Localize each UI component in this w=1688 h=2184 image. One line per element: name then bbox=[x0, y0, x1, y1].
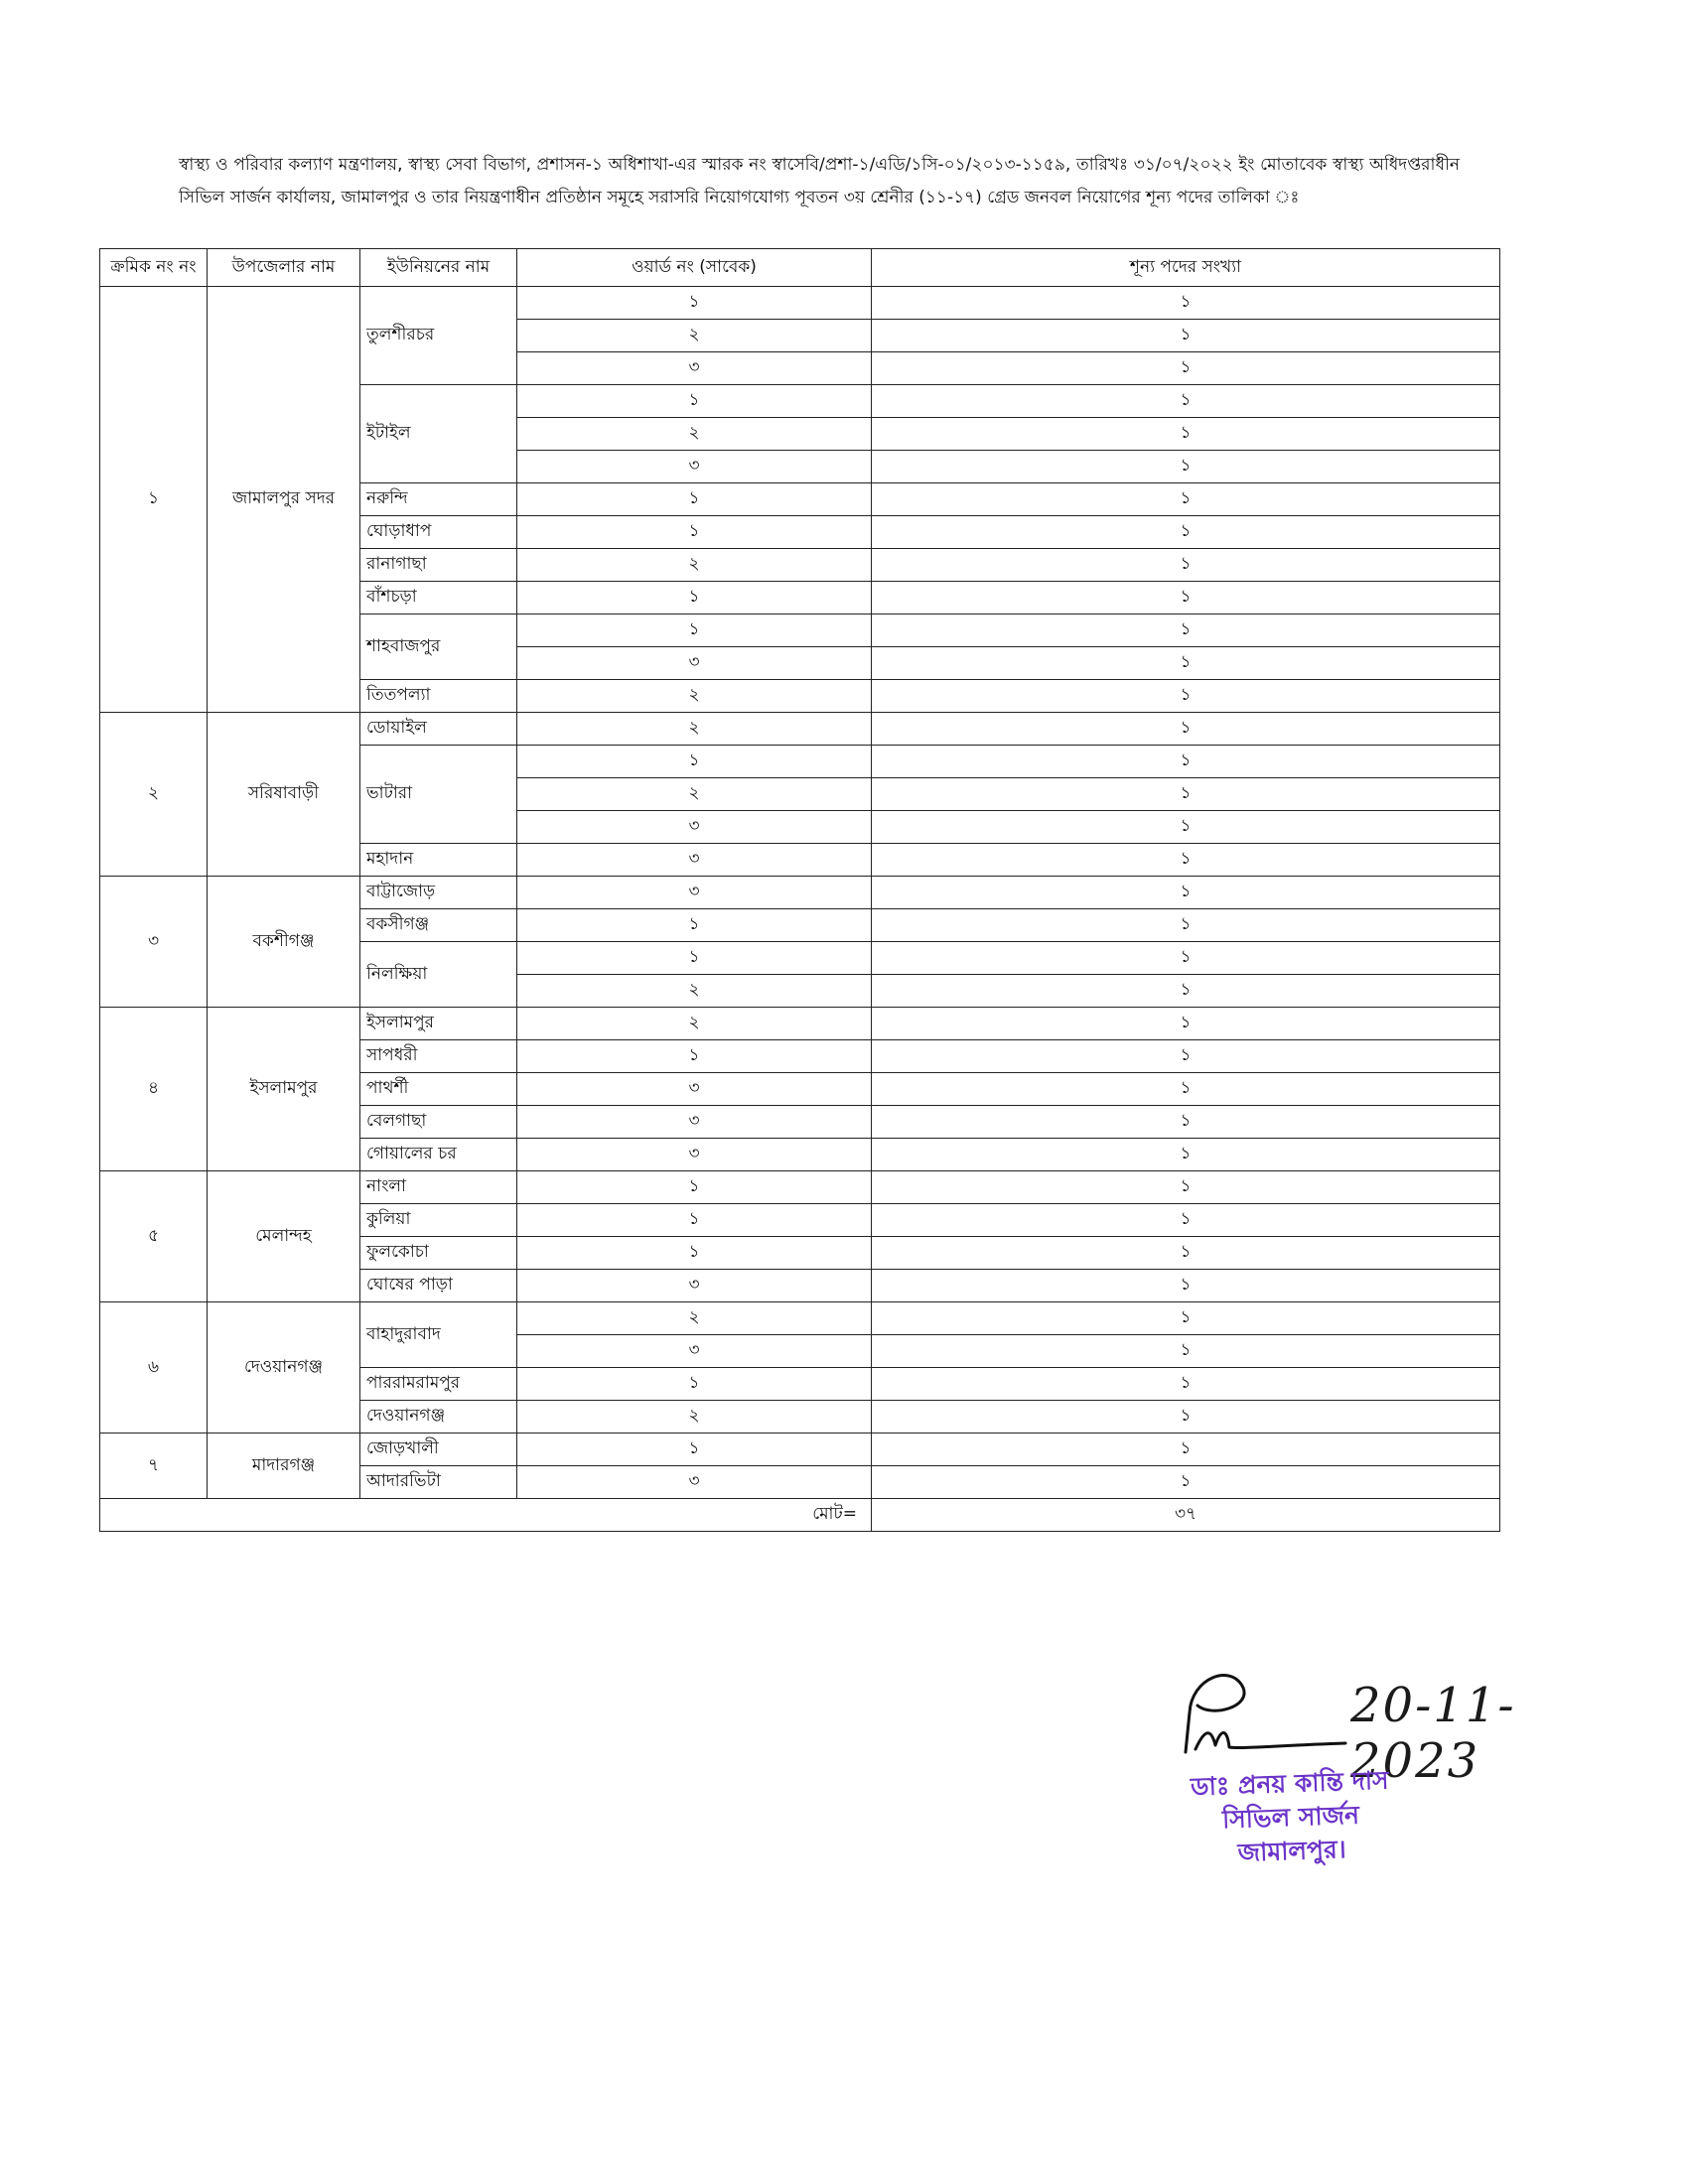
ward-cell: ১ bbox=[517, 1171, 872, 1204]
serial-cell: ১ bbox=[100, 287, 208, 713]
ward-cell: ১ bbox=[517, 1040, 872, 1073]
vacancy-count-cell: ১ bbox=[872, 942, 1500, 975]
ward-cell: ২ bbox=[517, 975, 872, 1008]
table-row bbox=[100, 877, 1500, 909]
vacancy-count-cell: ১ bbox=[872, 844, 1500, 877]
union-cell: তিতপল্যা bbox=[360, 680, 517, 713]
signature-date: 20-11-2023 bbox=[1350, 1678, 1516, 1789]
vacancy-count-cell: ১ bbox=[872, 1008, 1500, 1040]
upazila-cell: মেলান্দহ bbox=[208, 1171, 360, 1302]
vacancy-count-cell: ১ bbox=[872, 647, 1500, 680]
vacancy-count-cell: ১ bbox=[872, 909, 1500, 942]
union-cell: মহাদান bbox=[360, 844, 517, 877]
union-cell: নাংলা bbox=[360, 1171, 517, 1204]
vacancy-count-cell: ১ bbox=[872, 1466, 1500, 1499]
vacancy-count-cell: ১ bbox=[872, 1270, 1500, 1302]
vacancy-count-cell: ১ bbox=[872, 1073, 1500, 1106]
ward-cell: ৩ bbox=[517, 1139, 872, 1171]
vacancy-count-cell: ১ bbox=[872, 1204, 1500, 1237]
ward-cell: ২ bbox=[517, 680, 872, 713]
ward-cell: ১ bbox=[517, 909, 872, 942]
union-cell: পাররামরামপুর bbox=[360, 1368, 517, 1401]
ward-cell: ১ bbox=[517, 1433, 872, 1466]
vacancy-count-cell: ১ bbox=[872, 1106, 1500, 1139]
upazila-cell: ইসলামপুর bbox=[208, 1008, 360, 1171]
union-cell: নরুন্দি bbox=[360, 483, 517, 516]
vacancy-count-cell: ১ bbox=[872, 385, 1500, 418]
union-cell: জোড়খালী bbox=[360, 1433, 517, 1466]
handwritten-signature bbox=[1172, 1658, 1360, 1767]
upazila-cell: জামালপুর সদর bbox=[208, 287, 360, 713]
stamp-title: সিভিল সার্জন bbox=[1221, 1800, 1360, 1835]
table-row bbox=[100, 713, 1500, 746]
ward-cell: ১ bbox=[517, 614, 872, 647]
vacancy-count-cell: ১ bbox=[872, 1237, 1500, 1270]
ward-cell: ২ bbox=[517, 549, 872, 582]
vacancy-count-cell: ১ bbox=[872, 975, 1500, 1008]
ward-cell: ১ bbox=[517, 516, 872, 549]
vacancy-count-cell: ১ bbox=[872, 680, 1500, 713]
union-cell: ইটাইল bbox=[360, 385, 517, 483]
ward-cell: ৩ bbox=[517, 647, 872, 680]
union-cell: বাহাদুরাবাদ bbox=[360, 1302, 517, 1368]
table-row bbox=[100, 1433, 1500, 1466]
ward-cell: ৩ bbox=[517, 1466, 872, 1499]
vacancy-count-cell: ১ bbox=[872, 1171, 1500, 1204]
vacancy-table bbox=[99, 248, 1500, 1532]
col-union-header: ইউনিয়নের নাম bbox=[360, 249, 517, 287]
vacancy-count-cell: ১ bbox=[872, 614, 1500, 647]
union-cell: পাথর্শী bbox=[360, 1073, 517, 1106]
ward-cell: ৩ bbox=[517, 1073, 872, 1106]
ward-cell: ৩ bbox=[517, 811, 872, 844]
union-cell: বকসীগঞ্জ bbox=[360, 909, 517, 942]
ward-cell: ২ bbox=[517, 320, 872, 352]
ward-cell: ৩ bbox=[517, 1270, 872, 1302]
union-cell: ভাটারা bbox=[360, 746, 517, 844]
vacancy-count-cell: ১ bbox=[872, 287, 1500, 320]
ward-cell: ২ bbox=[517, 418, 872, 451]
vacancy-count-cell: ১ bbox=[872, 1139, 1500, 1171]
total-label: মোট= bbox=[100, 1499, 872, 1532]
serial-cell: ২ bbox=[100, 713, 208, 877]
col-ward-header: ওয়ার্ড নং (সাবেক) bbox=[517, 249, 872, 287]
union-cell: ফুলকোচা bbox=[360, 1237, 517, 1270]
vacancy-count-cell: ১ bbox=[872, 1433, 1500, 1466]
vacancy-count-cell: ১ bbox=[872, 1368, 1500, 1401]
serial-cell: ৫ bbox=[100, 1171, 208, 1302]
union-cell: ডোয়াইল bbox=[360, 713, 517, 746]
serial-cell: ৪ bbox=[100, 1008, 208, 1171]
total-row bbox=[100, 1499, 1500, 1532]
vacancy-count-cell: ১ bbox=[872, 320, 1500, 352]
union-cell: তুলশীরচর bbox=[360, 287, 517, 385]
union-cell: সাপধরী bbox=[360, 1040, 517, 1073]
ward-cell: ১ bbox=[517, 582, 872, 614]
vacancy-count-cell: ১ bbox=[872, 778, 1500, 811]
ward-cell: ২ bbox=[517, 1401, 872, 1433]
vacancy-count-cell: ১ bbox=[872, 1401, 1500, 1433]
vacancy-count-cell: ১ bbox=[872, 877, 1500, 909]
ward-cell: ১ bbox=[517, 1237, 872, 1270]
vacancy-count-cell: ১ bbox=[872, 451, 1500, 483]
vacancy-count-cell: ১ bbox=[872, 516, 1500, 549]
upazila-cell: মাদারগঞ্জ bbox=[208, 1433, 360, 1499]
union-cell: নিলক্ষিয়া bbox=[360, 942, 517, 1008]
table-row bbox=[100, 1171, 1500, 1204]
vacancy-count-cell: ১ bbox=[872, 1335, 1500, 1368]
table-row bbox=[100, 1008, 1500, 1040]
ward-cell: ৩ bbox=[517, 1106, 872, 1139]
vacancy-count-cell: ১ bbox=[872, 418, 1500, 451]
vacancy-count-cell: ১ bbox=[872, 746, 1500, 778]
vacancy-count-cell: ১ bbox=[872, 713, 1500, 746]
table-row bbox=[100, 1302, 1500, 1335]
stamp-place: জামালপুর। bbox=[1237, 1835, 1347, 1867]
vacancy-count-cell: ১ bbox=[872, 483, 1500, 516]
ward-cell: ১ bbox=[517, 746, 872, 778]
table-row bbox=[100, 287, 1500, 320]
ward-cell: ১ bbox=[517, 287, 872, 320]
upazila-cell: বকশীগঞ্জ bbox=[208, 877, 360, 1008]
header-paragraph: স্বাস্থ্য ও পরিবার কল্যাণ মন্ত্রণালয়, স্বাস্থ্য সেবা বিভাগ, প্রশাসন-১ অধিশাখা-এর স্মারক নং স্বাসেবি/প্রশা-১/এডি/১সি-০১/২০১৩-১১৫৯, তারিখঃ ৩১/০৭/২০২২ ইং মোতাবেক স্বাস্থ্য অধিদপ্তরাধীন সিভিল সার্জন কার্যালয়, জামালপুর ও তার নিয়ন্ত্রণাধীন প্রতিষ্ঠান সমূহে সরাসরি নিয়োগযোগ্য পূবতন ৩য় শ্রেনীর (১১-১৭) গ্রেড জনবল নিয়োগের শূন্য পদের তালিকা ঃ bbox=[179, 155, 1460, 207]
ward-cell: ২ bbox=[517, 1302, 872, 1335]
vacancy-table-body bbox=[100, 287, 1500, 1499]
ward-cell: ২ bbox=[517, 778, 872, 811]
ward-cell: ২ bbox=[517, 1008, 872, 1040]
ward-cell: ১ bbox=[517, 1204, 872, 1237]
union-cell: আদারভিটা bbox=[360, 1466, 517, 1499]
union-cell: শাহবাজপুর bbox=[360, 614, 517, 680]
serial-cell: ৬ bbox=[100, 1302, 208, 1433]
col-vacancy-header: শূন্য পদের সংখ্যা bbox=[872, 249, 1500, 287]
union-cell: ইসলামপুর bbox=[360, 1008, 517, 1040]
union-cell: গোয়ালের চর bbox=[360, 1139, 517, 1171]
ward-cell: ১ bbox=[517, 385, 872, 418]
union-cell: বাট্টাজোড় bbox=[360, 877, 517, 909]
serial-cell: ৭ bbox=[100, 1433, 208, 1499]
union-cell: ঘোষের পাড়া bbox=[360, 1270, 517, 1302]
upazila-cell: দেওয়ানগঞ্জ bbox=[208, 1302, 360, 1433]
vacancy-count-cell: ১ bbox=[872, 811, 1500, 844]
signature-block bbox=[1072, 1638, 1628, 1876]
serial-cell: ৩ bbox=[100, 877, 208, 1008]
union-cell: রানাগাছা bbox=[360, 549, 517, 582]
stamp-name: ডাঃ প্রনয় কান্তি দাস bbox=[1190, 1765, 1389, 1802]
ward-cell: ২ bbox=[517, 713, 872, 746]
ward-cell: ৩ bbox=[517, 1335, 872, 1368]
ward-cell: ৩ bbox=[517, 451, 872, 483]
vacancy-count-cell: ১ bbox=[872, 582, 1500, 614]
table-header-row bbox=[100, 249, 1500, 287]
ward-cell: ৩ bbox=[517, 877, 872, 909]
total-value: ৩৭ bbox=[872, 1499, 1500, 1532]
vacancy-count-cell: ১ bbox=[872, 352, 1500, 385]
union-cell: কুলিয়া bbox=[360, 1204, 517, 1237]
vacancy-count-cell: ১ bbox=[872, 1040, 1500, 1073]
union-cell: ঘোড়াধাপ bbox=[360, 516, 517, 549]
ward-cell: ১ bbox=[517, 483, 872, 516]
col-upazila-header: উপজেলার নাম bbox=[208, 249, 360, 287]
ward-cell: ১ bbox=[517, 1368, 872, 1401]
ward-cell: ৩ bbox=[517, 352, 872, 385]
ward-cell: ৩ bbox=[517, 844, 872, 877]
official-stamp bbox=[1070, 1759, 1510, 1875]
ward-cell: ১ bbox=[517, 942, 872, 975]
vacancy-count-cell: ১ bbox=[872, 1302, 1500, 1335]
vacancy-count-cell: ১ bbox=[872, 549, 1500, 582]
upazila-cell: সরিষাবাড়ী bbox=[208, 713, 360, 877]
union-cell: বেলগাছা bbox=[360, 1106, 517, 1139]
col-serial-header: ক্রমিক নং নং bbox=[100, 249, 208, 287]
union-cell: বাঁশচড়া bbox=[360, 582, 517, 614]
union-cell: দেওয়ানগঞ্জ bbox=[360, 1401, 517, 1433]
